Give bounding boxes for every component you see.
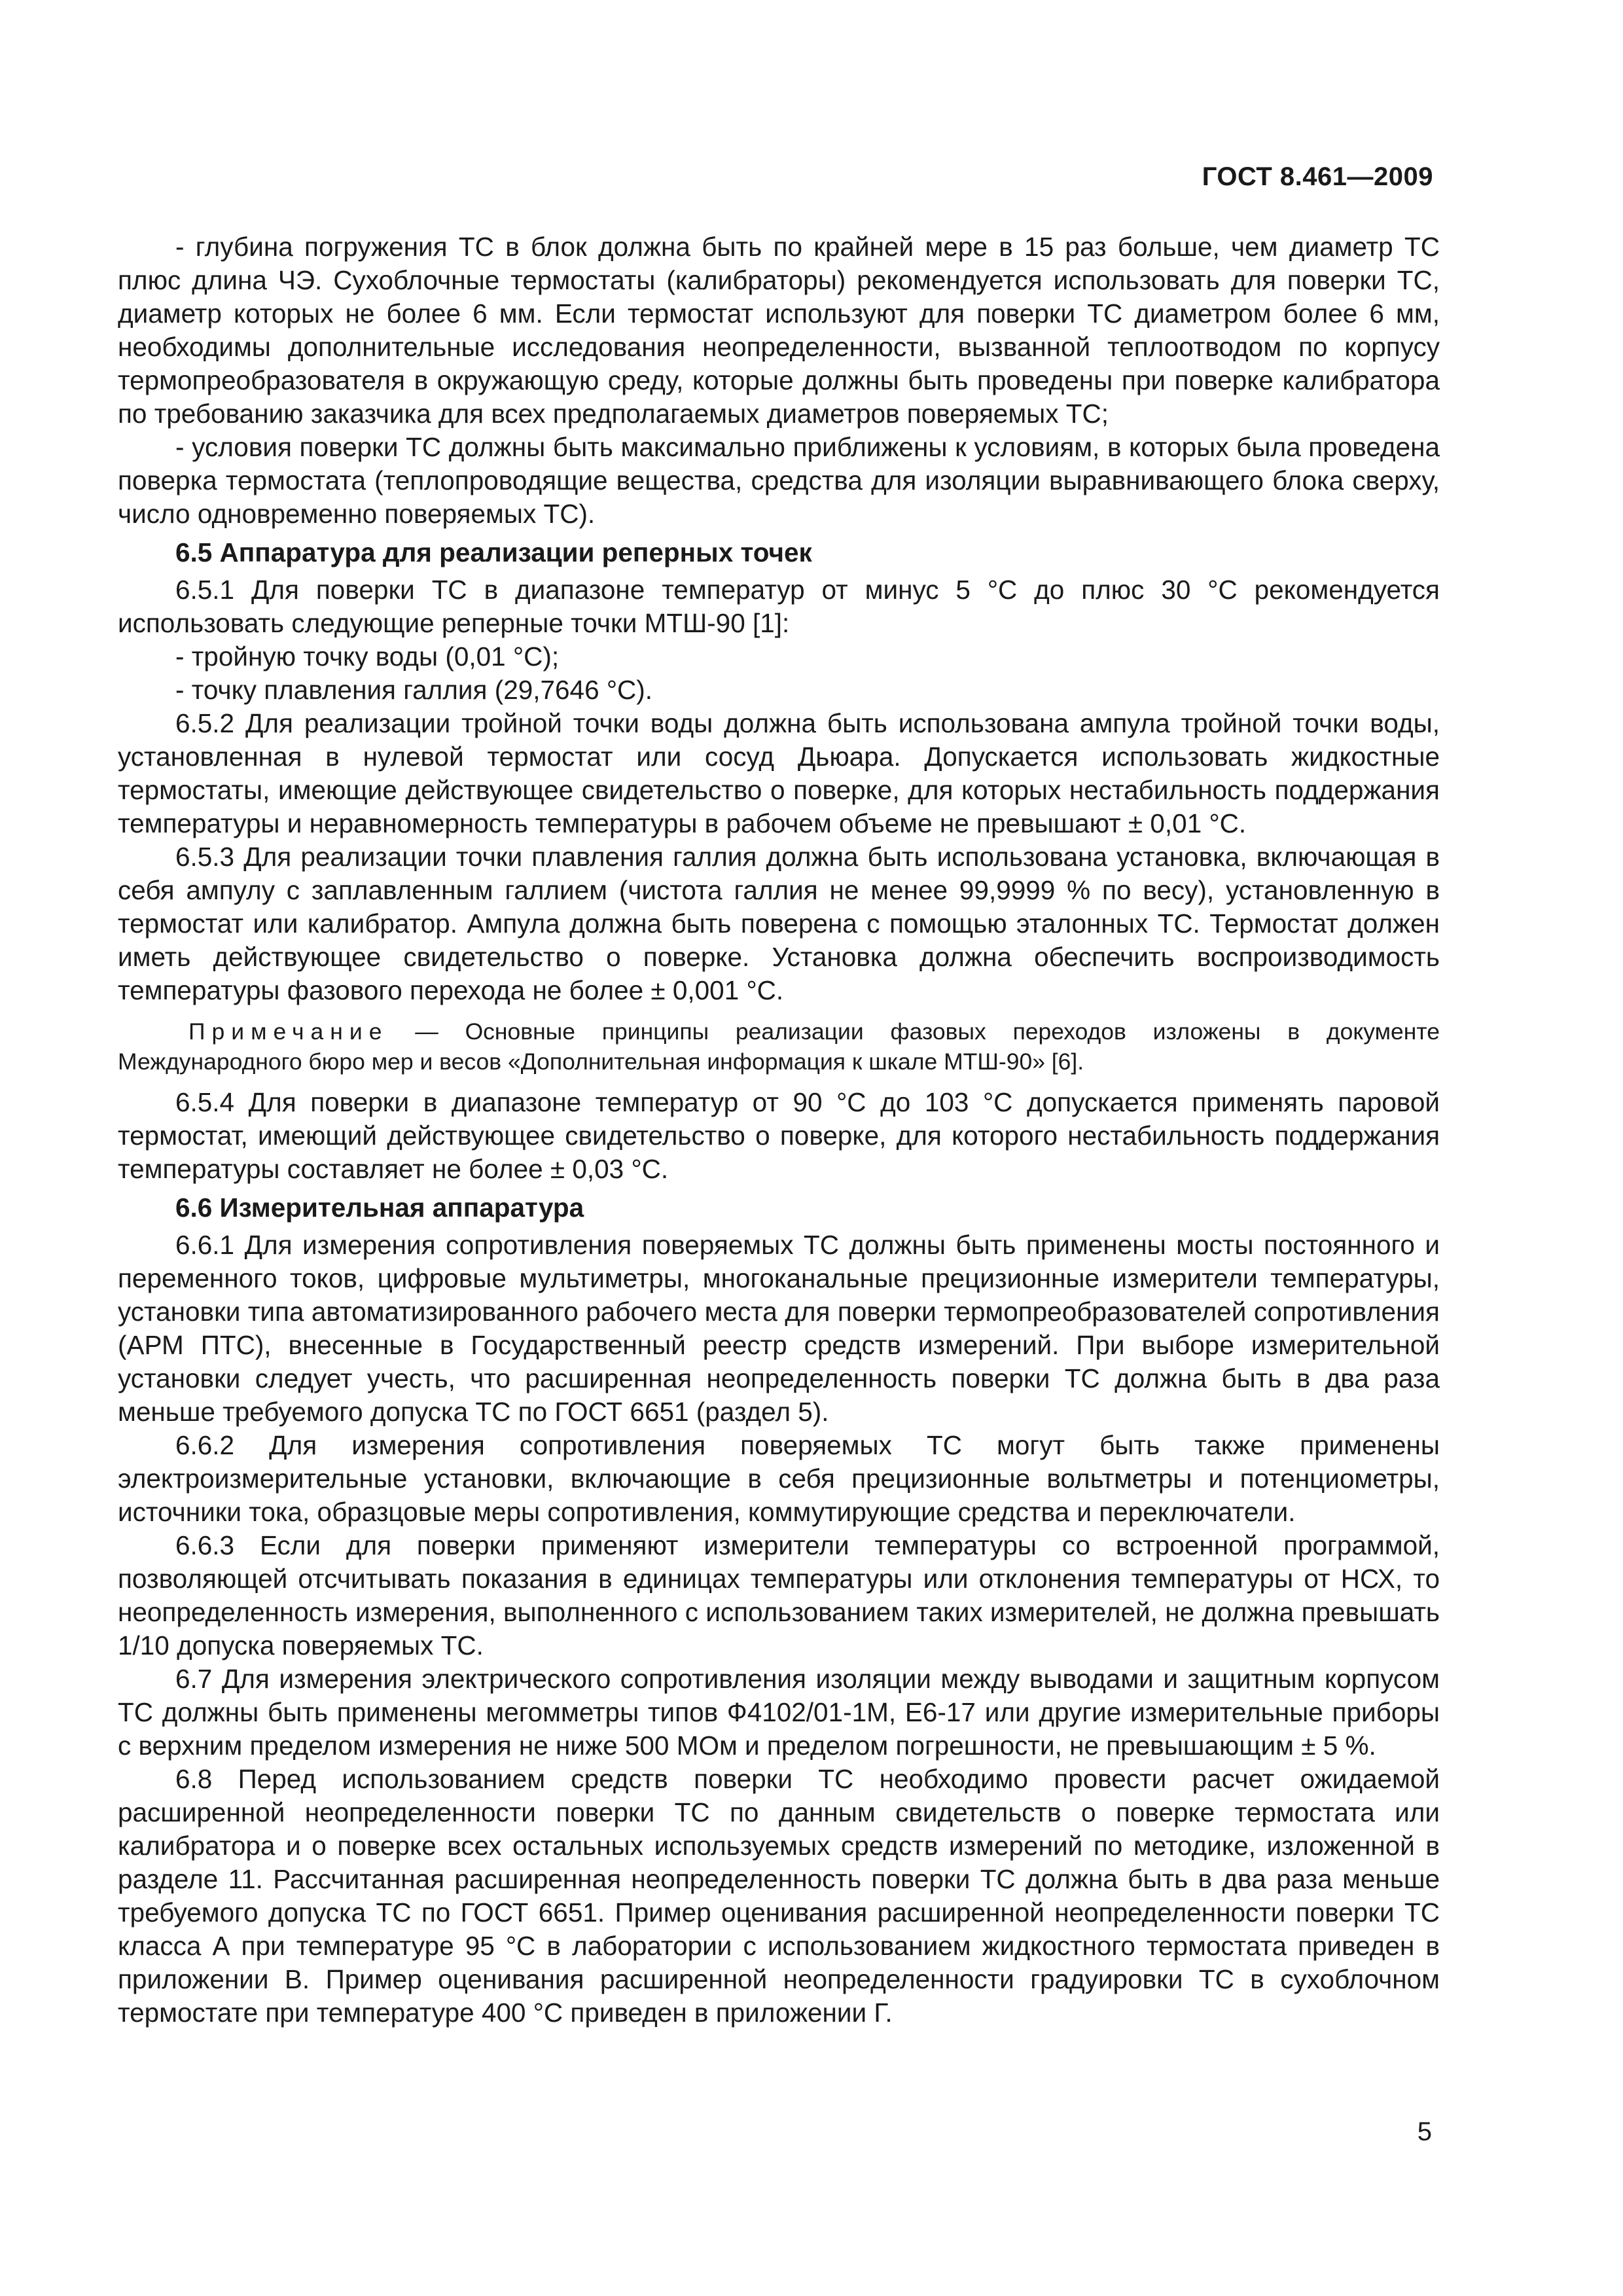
- list-item-water-triple-point: - тройную точку воды (0,01 °С);: [175, 641, 560, 672]
- paragraph-6-7: 6.7 Для измерения электрического сопротивления изоляции между выводами и защитным корпусом ТС должны быть применены мегомметры типов Ф4102/01-1М, Е6-17 или другие измерительные приборы с верхним пределом измерения не ниже 500 МОм и пределом погрешности, не превышающим ± 5 %.: [118, 1664, 1440, 1761]
- paragraph-6-6-2: 6.6.2 Для измерения сопротивления поверяемых ТС могут быть также применены электроизмерительные установки, включающие в себя прецизионные вольтметры и потенциометры, источники тока, образцовые меры сопротивления, коммутирующие средства и переключатели.: [118, 1430, 1440, 1527]
- page-body: [118, 230, 1440, 2030]
- paragraph-immersion-depth: - глубина погружения ТС в блок должна быть по крайней мере в 15 раз больше, чем диаметр ТС плюс длина ЧЭ. Сухоблочные термостаты (калибраторы) рекомендуется использовать для поверки ТС, диаметр которых не более 6 мм. Если термостат используют для поверки ТС диаметром более 6 мм, необходимы дополнительные исследования неопределенности, вызванной теплоотводом по корпусу термопреобразователя в окружающую среду, которые должны быть проведены при поверке калибратора по требованию заказчика для всех предполагаемых диаметров поверяемых ТС;: [118, 232, 1440, 429]
- paragraph-verification-conditions: - условия поверки ТС должны быть максимально приближены к условиям, в которых была проведена поверка термостата (теплопроводящие вещества, средства для изоляции выравнивающего блока сверху, число одновременно поверяемых ТС).: [118, 432, 1440, 529]
- paragraph-6-8: 6.8 Перед использованием средств поверки ТС необходимо провести расчет ожидаемой расширенной неопределенности поверки ТС по данным свидетельств о поверке термостата или калибратора и о поверке всех остальных используемых средств измерений по методике, изложенной в разделе 11. Рассчитанная расширенная неопределенность поверки ТС должна быть в два раза меньше требуемого допуска ТС по ГОСТ 6651. Пример оценивания расширенной неопределенности поверки ТС класса А при температуре 95 °С в лаборатории с использованием жидкостного термостата приведен в приложении В. Пример оценивания расширенной неопределенности градуировки ТС в сухоблочном термостате при температуре 400 °С приведен в приложении Г.: [118, 1764, 1440, 2028]
- paragraph-6-5-3: 6.5.3 Для реализации точки плавления галлия должна быть использована установка, включающая в себя ампулу с заплавленным галлием (чистота галлия не менее 99,9999 % по весу), установленную в термостат или калибратор. Ампула должна быть поверена с помощью эталонных ТС. Термостат должен иметь действующее свидетельство о поверке. Установка должна обеспечить воспроизводимость температуры фазового перехода не более ± 0,001 °С.: [118, 842, 1440, 1005]
- note: [118, 1016, 1440, 1077]
- paragraph-6-6-1: 6.6.1 Для измерения сопротивления поверяемых ТС должны быть применены мосты постоянного и переменного токов, цифровые мультиметры, многоканальные прецизионные измерители температуры, установки типа автоматизированного рабочего места для поверки термопреобразователей сопротивления (АРМ ПТС), внесенные в Государственный реестр средств измерений. При выборе измерительной установки следует учесть, что расширенная неопределенность поверки ТС должна быть в два раза меньше требуемого допуска ТС по ГОСТ 6651 (раздел 5).: [118, 1230, 1440, 1427]
- paragraph-6-5-4: 6.5.4 Для поверки в диапазоне температур от 90 °С до 103 °С допускается применять паровой термостат, имеющий действующее свидетельство о поверке, для которого нестабильность поддержания температуры составляет не более ± 0,03 °С.: [118, 1087, 1440, 1184]
- document-code: ГОСТ 8.461—2009: [1202, 162, 1433, 191]
- note-label: Примечание: [188, 1018, 389, 1045]
- note-text: — Основные принципы реализации фазовых переходов изложены в документе Международного бюро мер и весов «Дополнительная информация к шкале МТШ-90» [6].: [118, 1018, 1440, 1075]
- paragraph-6-6-3: 6.6.3 Если для поверки применяют измерители температуры со встроенной программой, позволяющей отсчитывать показания в единицах температуры или отклонения температуры от НСХ, то неопределенность измерения, выполненного с использованием таких измерителей, не должна превышать 1/10 допуска поверяемых ТС.: [118, 1530, 1440, 1660]
- paragraph-6-5-1: 6.5.1 Для поверки ТС в диапазоне температур от минус 5 °С до плюс 30 °С рекомендуется использовать следующие реперные точки МТШ-90 [1]:: [118, 575, 1440, 638]
- section-heading-6-6: 6.6 Измерительная аппаратура: [175, 1193, 584, 1223]
- page-number: 5: [1417, 2117, 1432, 2146]
- section-heading-6-5: 6.5 Аппаратура для реализации реперных точек: [175, 537, 812, 567]
- paragraph-6-5-2: 6.5.2 Для реализации тройной точки воды должна быть использована ампула тройной точки воды, установленная в нулевой термостат или сосуд Дьюара. Допускается использовать жидкостные термостаты, имеющие действующее свидетельство о поверке, для которых нестабильность поддержания температуры и неравномерность температуры в рабочем объеме не превышают ± 0,01 °С.: [118, 708, 1440, 838]
- list-item-gallium-melting-point: - точку плавления галлия (29,7646 °С).: [175, 675, 653, 705]
